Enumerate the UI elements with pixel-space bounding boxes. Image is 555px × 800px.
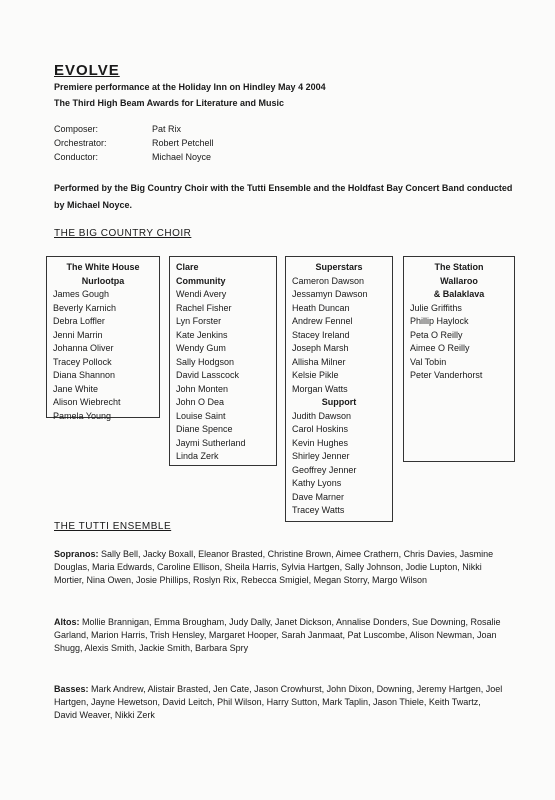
credit-row <box>54 138 214 152</box>
member-name: Diane Spence <box>176 424 233 434</box>
member-name: Sally Hodgson <box>176 356 235 367</box>
member-name: Wendy Gum <box>176 343 226 353</box>
member-name: Tracey Pollock <box>53 356 112 367</box>
premiere-line: Premiere performance at the Holiday Inn on Hindley May 4 2004 <box>54 82 326 92</box>
member-name: Louise Saint <box>176 410 226 421</box>
credit-role: Composer: <box>54 124 99 134</box>
member-name: Heath Duncan <box>292 302 350 313</box>
member-name: Andrew Fennel <box>292 316 353 326</box>
credit-row <box>54 152 214 166</box>
member-name: Joseph Marsh <box>292 343 349 353</box>
group-title: Wallaroo <box>440 275 478 286</box>
credit-name: Michael Noyce <box>152 152 212 162</box>
ensemble-heading: THE TUTTI ENSEMBLE <box>54 521 172 532</box>
voice-members: Sally Bell, Jacky Boxall, Eleanor Brasted, Christine Brown, Aimee Crathern, Chris Davies, Jasmine Douglas, Maria Edwards, Caroline Ellison, Sheila Harris, Sylvia Hartgen, Sally Johnson, Jodie Lupton, Nikki Mortier, Nina Owen, Josie Phillips, Roslyn Rix, Rebecca Smigiel, Megan Storry, Margo Wilson <box>54 549 494 585</box>
member-name: Peta O Reilly <box>410 329 463 340</box>
member-name: Judith Dawson <box>292 410 352 421</box>
choir-group-white-house <box>46 256 160 421</box>
member-name: Rachel Fisher <box>176 302 232 313</box>
member-name: Cameron Dawson <box>292 275 365 286</box>
performed-statement: Performed by the Big Country Choir with the Tutti Ensemble and the Holdfast Bay Concert Band conducted by Michael Noyce. <box>54 183 513 210</box>
member-name: Debra Loffler <box>53 316 105 326</box>
group-title: The Station <box>434 262 484 272</box>
choir-heading: THE BIG COUNTRY CHOIR <box>54 228 192 239</box>
voice-members: Mark Andrew, Alistair Brasted, Jen Cate, Jason Crowhurst, John Dixon, Downing, Jeremy Hartgen, Joel Hartgen, Jayne Hewetson, David Leitch, Phil Wilson, Harry Sutton, Mark Taplin, Jason Thiele, Keith Twartz, David Weaver, Nikki Zerk <box>54 684 503 720</box>
member-name: Morgan Watts <box>292 383 348 394</box>
choir-group-clare <box>169 256 277 466</box>
member-name: Diana Shannon <box>53 370 116 380</box>
member-name: Stacey Ireland <box>292 329 350 340</box>
member-name: David Lasscock <box>176 370 240 380</box>
sopranos-paragraph <box>54 548 504 587</box>
member-name: Jane White <box>53 383 99 394</box>
member-name: Phillip Haylock <box>410 316 469 326</box>
voice-label: Altos: <box>54 617 80 627</box>
member-name: Geoffrey Jenner <box>292 464 357 475</box>
member-name: Jessamyn Dawson <box>292 289 368 299</box>
credit-role: Conductor: <box>54 152 99 162</box>
credit-name: Pat Rix <box>152 124 182 134</box>
awards-line: The Third High Beam Awards for Literature and Music <box>54 98 285 108</box>
group-title: & Balaklava <box>433 289 485 299</box>
member-name: Kate Jenkins <box>176 329 228 340</box>
voice-label: Basses: <box>54 684 89 694</box>
member-name: Dave Marner <box>292 491 345 502</box>
member-name: Lyn Forster <box>176 316 222 326</box>
member-name: Carol Hoskins <box>292 424 349 434</box>
member-name: Shirley Jenner <box>292 451 350 461</box>
member-name: Allisha Milner <box>292 356 346 367</box>
member-name: Pamela Young <box>53 410 112 421</box>
member-name: Julie Griffiths <box>410 302 462 313</box>
member-name: Kathy Lyons <box>292 478 342 488</box>
member-name: John O Dea <box>176 397 225 407</box>
voice-label: Sopranos: <box>54 549 99 559</box>
member-name: Beverly Karnich <box>53 302 117 313</box>
member-name: Tracey Watts <box>292 505 345 515</box>
group-title: Superstars <box>315 262 363 272</box>
altos-paragraph <box>54 616 504 655</box>
support-subtitle: Support <box>321 397 357 407</box>
member-name: Jenni Marrin <box>53 329 103 340</box>
credit-name: Robert Petchell <box>152 138 214 148</box>
voice-members: Mollie Brannigan, Emma Brougham, Judy Dally, Janet Dickson, Annalise Donders, Sue Downing, Rosalie Garland, Marion Harris, Trish Hensley, Margaret Hooper, Sarah Janmaat, Pat Luscombe, Alison Newman, Joan Shugg, Alexis Smith, Jackie Smith, Barbara Spry <box>54 617 501 653</box>
basses-paragraph <box>54 683 504 722</box>
member-name: Linda Zerk <box>176 451 219 461</box>
member-name: Peter Vanderhorst <box>410 370 483 380</box>
credit-role: Orchestrator: <box>54 138 107 148</box>
member-name: Kelsie Pikle <box>292 370 339 380</box>
choir-group-the-station <box>403 256 515 462</box>
credits-list <box>54 124 214 166</box>
member-name: Val Tobin <box>410 356 447 367</box>
page-title: EVOLVE <box>54 62 120 79</box>
group-title: Clare <box>176 262 199 272</box>
member-name: Wendi Avery <box>176 289 227 299</box>
credit-row <box>54 124 214 138</box>
member-name: James Gough <box>53 289 110 299</box>
member-name: Jaymi Sutherland <box>176 437 246 448</box>
group-title: Community <box>176 275 226 286</box>
group-title: Nurlootpa <box>81 275 125 286</box>
choir-group-superstars <box>285 256 393 522</box>
member-name: Aimee O Reilly <box>410 343 470 353</box>
member-name: John Monten <box>176 383 229 394</box>
member-name: Kevin Hughes <box>292 437 349 448</box>
group-title: The White House <box>66 262 140 272</box>
member-name: Alison Wiebrecht <box>53 397 121 407</box>
member-name: Johanna Oliver <box>53 343 114 353</box>
